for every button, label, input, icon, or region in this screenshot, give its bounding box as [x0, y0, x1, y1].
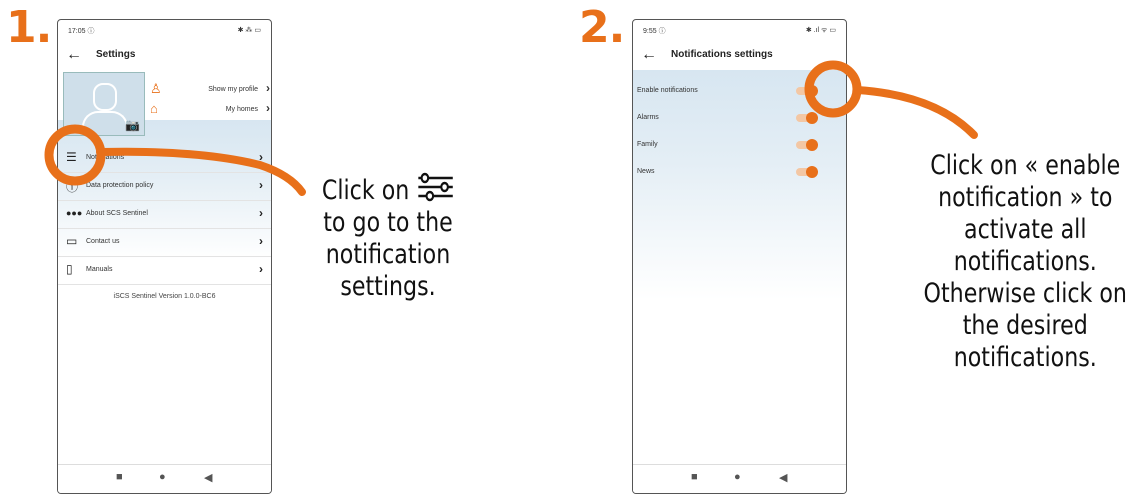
page-title: Settings — [96, 49, 136, 60]
home-button-icon[interactable]: ● — [159, 471, 166, 483]
back-button-icon[interactable]: ◀ — [779, 472, 788, 484]
back-button-icon[interactable]: ◀ — [204, 472, 213, 484]
menu-item-label: About SCS Sentinel — [86, 210, 148, 217]
callout-prefix: Click on — [321, 175, 410, 206]
status-time: 17:05 ⓘ — [68, 28, 95, 35]
menu-item-label: Notifications — [86, 154, 125, 161]
chevron-right-icon: › — [266, 81, 270, 95]
status-icons: ✱ .ıl ᯤ ▭ — [805, 27, 836, 34]
menu-item-label: Data protection policy — [86, 182, 154, 189]
recent-apps-icon[interactable]: ■ — [116, 471, 123, 483]
back-arrow-icon[interactable]: ← — [641, 46, 657, 63]
chevron-right-icon: › — [259, 234, 263, 248]
status-icons: ✱ ⁂ ▭ — [237, 27, 261, 34]
highlight-circle-step2 — [809, 65, 857, 113]
callout-line-step1 — [100, 152, 302, 192]
menu-item-label: Contact us — [86, 238, 120, 245]
row-label: News — [637, 168, 655, 175]
home-button-icon[interactable]: ● — [734, 471, 741, 483]
status-time: 9:55 ⓘ — [643, 28, 666, 35]
document-icon: ▯ — [66, 262, 73, 276]
recent-apps-icon[interactable]: ■ — [691, 471, 698, 483]
menu-item-label: Manuals — [86, 266, 113, 273]
back-arrow-icon[interactable]: ← — [66, 46, 82, 63]
step-2-number: 2. — [579, 2, 625, 53]
chevron-right-icon: › — [259, 150, 263, 164]
chat-icon: ▭ — [66, 234, 78, 248]
step-1-number: 1. — [6, 2, 52, 53]
row-label: Family — [637, 141, 658, 148]
callout-line-step2 — [857, 90, 974, 135]
callout-text: to go to the notification settings. — [323, 207, 453, 302]
my-homes-label: My homes — [225, 106, 258, 113]
chevron-right-icon: › — [266, 101, 270, 115]
sliders-icon: ☰ — [66, 150, 77, 164]
chevron-right-icon: › — [259, 178, 263, 192]
highlight-circle-step1 — [49, 129, 101, 181]
dots-icon: ●●● — [66, 208, 83, 218]
row-label: Alarms — [637, 114, 659, 121]
chevron-right-icon: › — [259, 262, 263, 276]
show-profile-label: Show my profile — [208, 86, 258, 93]
person-icon: ♙ — [150, 81, 162, 96]
callout-text: Click on « enable notification » to activate all notifications. Otherwise click on the desired notifications. — [923, 150, 1127, 373]
info-icon: ⓘ — [66, 180, 79, 194]
page-title: Notifications settings — [671, 49, 773, 60]
app-version: iSCS Sentinel Version 1.0.0-BC6 — [113, 293, 216, 300]
home-icon: ⌂ — [150, 101, 158, 116]
row-label: Enable notifications — [637, 87, 698, 94]
chevron-right-icon: › — [259, 206, 263, 220]
camera-icon[interactable]: 📷 — [125, 118, 140, 132]
